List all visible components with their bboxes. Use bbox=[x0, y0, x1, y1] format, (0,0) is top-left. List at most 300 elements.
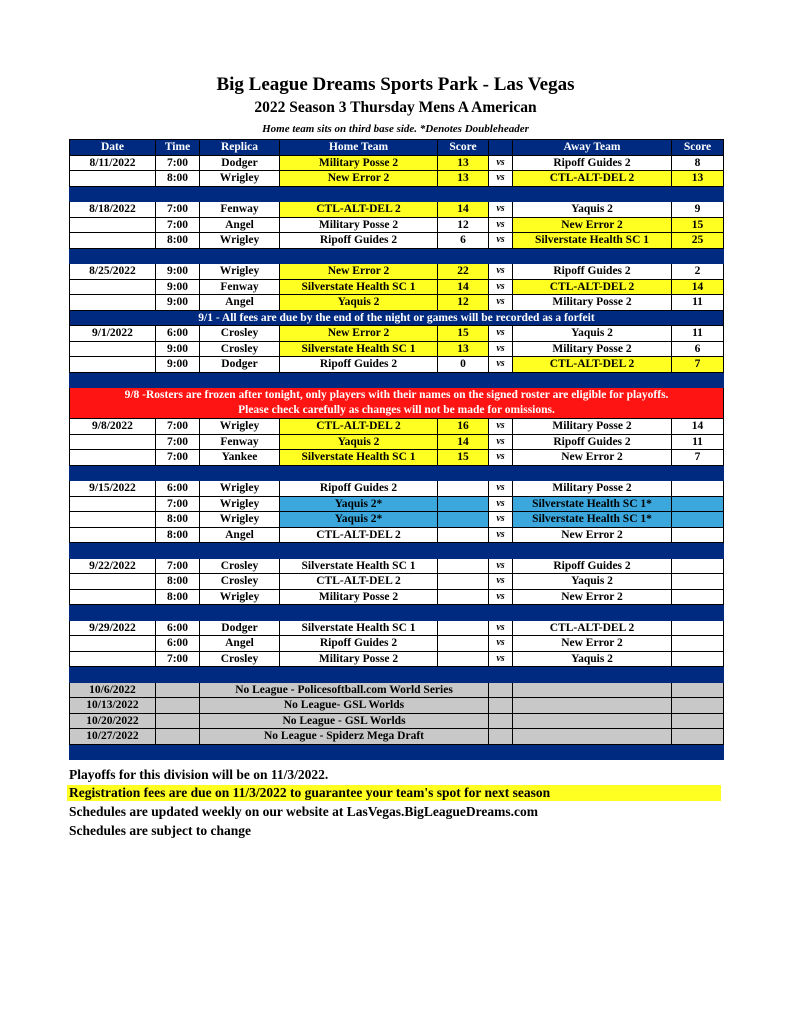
away-score-cell bbox=[672, 636, 724, 652]
away-score-cell: 14 bbox=[672, 419, 724, 435]
game-row bbox=[70, 419, 724, 435]
roster-notice bbox=[70, 388, 724, 419]
away-team-cell bbox=[513, 729, 672, 745]
separator-cell bbox=[438, 465, 489, 481]
header-away-team: Away Team bbox=[513, 140, 672, 156]
date-cell: 9/15/2022 bbox=[70, 481, 156, 497]
separator-row bbox=[70, 744, 724, 760]
date-cell: 9/8/2022 bbox=[70, 419, 156, 435]
replica-cell: Fenway bbox=[200, 279, 280, 295]
away-score-cell bbox=[672, 574, 724, 590]
time-cell: 8:00 bbox=[156, 171, 200, 187]
vs-cell: vs bbox=[489, 279, 513, 295]
vs-cell: vs bbox=[489, 326, 513, 342]
away-team-cell: CTL-ALT-DEL 2 bbox=[513, 171, 672, 187]
home-team-cell: Ripoff Guides 2 bbox=[280, 636, 438, 652]
separator-cell bbox=[280, 465, 438, 481]
game-row bbox=[70, 450, 724, 466]
away-team-cell: Yaquis 2 bbox=[513, 326, 672, 342]
date-cell bbox=[70, 589, 156, 605]
away-score-cell bbox=[672, 589, 724, 605]
time-cell: 9:00 bbox=[156, 341, 200, 357]
replica-cell: Wrigley bbox=[200, 419, 280, 435]
time-cell: 7:00 bbox=[156, 496, 200, 512]
home-score-cell bbox=[438, 636, 489, 652]
separator-cell bbox=[489, 543, 513, 559]
schedule-change-note: Schedules are subject to change bbox=[69, 823, 251, 838]
time-cell bbox=[156, 729, 200, 745]
separator-cell bbox=[70, 465, 156, 481]
vs-cell: vs bbox=[489, 295, 513, 311]
home-score-cell: 15 bbox=[438, 326, 489, 342]
date-cell bbox=[70, 357, 156, 373]
separator-cell bbox=[438, 543, 489, 559]
away-team-cell: Military Posse 2 bbox=[513, 341, 672, 357]
replica-cell: Fenway bbox=[200, 434, 280, 450]
time-cell: 7:00 bbox=[156, 155, 200, 171]
vs-cell bbox=[489, 698, 513, 714]
date-cell bbox=[70, 512, 156, 528]
home-team-cell: Military Posse 2 bbox=[280, 217, 438, 233]
replica-cell: Wrigley bbox=[200, 171, 280, 187]
home-team-cell: Military Posse 2 bbox=[280, 651, 438, 667]
home-score-cell: 14 bbox=[438, 202, 489, 218]
replica-cell: Crosley bbox=[200, 341, 280, 357]
game-row bbox=[70, 574, 724, 590]
time-cell: 7:00 bbox=[156, 558, 200, 574]
home-team-cell: New Error 2 bbox=[280, 326, 438, 342]
game-row bbox=[70, 620, 724, 636]
away-team-cell: Silverstate Health SC 1* bbox=[513, 512, 672, 528]
separator-cell bbox=[672, 248, 724, 264]
separator-cell bbox=[438, 744, 489, 760]
time-cell: 7:00 bbox=[156, 217, 200, 233]
replica-cell: Angel bbox=[200, 527, 280, 543]
time-cell: 9:00 bbox=[156, 295, 200, 311]
home-score-cell: 14 bbox=[438, 279, 489, 295]
home-team-cell: New Error 2 bbox=[280, 171, 438, 187]
header-home-team: Home Team bbox=[280, 140, 438, 156]
time-cell: 8:00 bbox=[156, 574, 200, 590]
separator-cell bbox=[489, 465, 513, 481]
home-team-cell: CTL-ALT-DEL 2 bbox=[280, 527, 438, 543]
separator-cell bbox=[156, 605, 200, 621]
no-league-row bbox=[70, 682, 724, 698]
game-row bbox=[70, 496, 724, 512]
vs-cell: vs bbox=[489, 496, 513, 512]
playoffs-note: Playoffs for this division will be on 11/3/2022. bbox=[69, 767, 329, 782]
vs-cell: vs bbox=[489, 341, 513, 357]
roster-notice-line: 9/8 -Rosters are frozen after tonight, only players with their names on the signed roster are eligible for playoffs. bbox=[124, 389, 669, 401]
away-team-cell: Military Posse 2 bbox=[513, 295, 672, 311]
separator-cell bbox=[70, 248, 156, 264]
separator-cell bbox=[200, 744, 280, 760]
separator-cell bbox=[156, 543, 200, 559]
home-score-cell bbox=[438, 527, 489, 543]
website-note: Schedules are updated weekly on our website at LasVegas.BigLeagueDreams.com bbox=[69, 804, 539, 819]
separator-cell bbox=[489, 605, 513, 621]
vs-cell bbox=[489, 713, 513, 729]
game-row bbox=[70, 155, 724, 171]
header-replica: Replica bbox=[200, 140, 280, 156]
vs-cell: vs bbox=[489, 558, 513, 574]
separator-cell bbox=[156, 186, 200, 202]
registration-note: Registration fees are due on 11/3/2022 to guarantee your team's spot for next season bbox=[67, 785, 721, 801]
separator-cell bbox=[672, 667, 724, 683]
header-vs bbox=[489, 140, 513, 156]
away-team-cell: New Error 2 bbox=[513, 589, 672, 605]
separator-cell bbox=[156, 465, 200, 481]
separator-cell bbox=[438, 667, 489, 683]
game-row bbox=[70, 341, 724, 357]
home-score-cell: 0 bbox=[438, 357, 489, 373]
replica-cell: Wrigley bbox=[200, 589, 280, 605]
date-cell bbox=[70, 651, 156, 667]
separator-cell bbox=[672, 543, 724, 559]
game-row bbox=[70, 326, 724, 342]
away-team-cell: Military Posse 2 bbox=[513, 419, 672, 435]
time-cell: 9:00 bbox=[156, 279, 200, 295]
away-team-cell: Military Posse 2 bbox=[513, 481, 672, 497]
home-score-cell: 12 bbox=[438, 217, 489, 233]
vs-cell: vs bbox=[489, 512, 513, 528]
game-row bbox=[70, 589, 724, 605]
away-score-cell bbox=[672, 527, 724, 543]
home-team-cell: Ripoff Guides 2 bbox=[280, 357, 438, 373]
away-score-cell bbox=[672, 481, 724, 497]
away-score-cell: 15 bbox=[672, 217, 724, 233]
home-team-cell: Yaquis 2 bbox=[280, 434, 438, 450]
separator-cell bbox=[513, 744, 672, 760]
date-cell: 10/20/2022 bbox=[70, 713, 156, 729]
time-cell: 7:00 bbox=[156, 202, 200, 218]
date-cell bbox=[70, 171, 156, 187]
replica-cell: Wrigley bbox=[200, 264, 280, 280]
game-row bbox=[70, 357, 724, 373]
separator-cell bbox=[200, 605, 280, 621]
time-cell: 9:00 bbox=[156, 357, 200, 373]
replica-cell: Crosley bbox=[200, 326, 280, 342]
date-cell: 8/11/2022 bbox=[70, 155, 156, 171]
separator-cell bbox=[513, 543, 672, 559]
away-team-cell: New Error 2 bbox=[513, 636, 672, 652]
date-cell: 10/27/2022 bbox=[70, 729, 156, 745]
notice-row bbox=[70, 310, 724, 326]
home-team-cell: CTL-ALT-DEL 2 bbox=[280, 419, 438, 435]
time-cell: 8:00 bbox=[156, 233, 200, 249]
home-team-cell: Silverstate Health SC 1 bbox=[280, 450, 438, 466]
separator-cell bbox=[672, 186, 724, 202]
home-score-cell: 22 bbox=[438, 264, 489, 280]
time-cell bbox=[156, 713, 200, 729]
game-row bbox=[70, 233, 724, 249]
separator-cell bbox=[280, 372, 438, 388]
date-cell bbox=[70, 279, 156, 295]
separator-row bbox=[70, 605, 724, 621]
away-score-cell: 6 bbox=[672, 341, 724, 357]
no-league-text: No League- GSL Worlds bbox=[200, 698, 489, 714]
game-row bbox=[70, 527, 724, 543]
game-row bbox=[70, 636, 724, 652]
home-team-cell: Silverstate Health SC 1 bbox=[280, 279, 438, 295]
page-title: Big League Dreams Sports Park - Las Vegas bbox=[216, 74, 575, 95]
replica-cell: Crosley bbox=[200, 651, 280, 667]
time-cell: 8:00 bbox=[156, 589, 200, 605]
separator-cell bbox=[672, 372, 724, 388]
time-cell: 8:00 bbox=[156, 512, 200, 528]
replica-cell: Wrigley bbox=[200, 496, 280, 512]
no-league-text: No League - Spiderz Mega Draft bbox=[200, 729, 489, 745]
separator-cell bbox=[70, 744, 156, 760]
separator-row bbox=[70, 186, 724, 202]
home-score-cell: 14 bbox=[438, 434, 489, 450]
game-row bbox=[70, 171, 724, 187]
separator-row bbox=[70, 372, 724, 388]
roster-notice-line: Please check carefully as changes will not be made for omissions. bbox=[238, 404, 555, 416]
vs-cell: vs bbox=[489, 527, 513, 543]
away-score-cell bbox=[672, 620, 724, 636]
date-cell bbox=[70, 295, 156, 311]
home-team-cell: Yaquis 2* bbox=[280, 496, 438, 512]
date-cell: 8/25/2022 bbox=[70, 264, 156, 280]
separator-cell bbox=[200, 186, 280, 202]
away-score-cell: 2 bbox=[672, 264, 724, 280]
header-row bbox=[70, 140, 724, 156]
away-team-cell: New Error 2 bbox=[513, 450, 672, 466]
game-row bbox=[70, 217, 724, 233]
home-score-cell: 6 bbox=[438, 233, 489, 249]
separator-cell bbox=[438, 248, 489, 264]
separator-cell bbox=[513, 465, 672, 481]
home-score-cell: 13 bbox=[438, 155, 489, 171]
away-score-cell: 11 bbox=[672, 434, 724, 450]
time-cell bbox=[156, 682, 200, 698]
separator-cell bbox=[70, 372, 156, 388]
game-row bbox=[70, 264, 724, 280]
replica-cell: Wrigley bbox=[200, 481, 280, 497]
separator-row bbox=[70, 248, 724, 264]
home-score-cell: 16 bbox=[438, 419, 489, 435]
vs-cell: vs bbox=[489, 155, 513, 171]
time-cell: 7:00 bbox=[156, 419, 200, 435]
header-away-score: Score bbox=[672, 140, 724, 156]
replica-cell: Wrigley bbox=[200, 512, 280, 528]
home-score-cell: 12 bbox=[438, 295, 489, 311]
separator-cell bbox=[672, 465, 724, 481]
vs-cell: vs bbox=[489, 481, 513, 497]
time-cell: 8:00 bbox=[156, 527, 200, 543]
date-cell bbox=[70, 434, 156, 450]
separator-cell bbox=[438, 372, 489, 388]
separator-cell bbox=[200, 543, 280, 559]
separator-cell bbox=[70, 186, 156, 202]
schedule-body bbox=[70, 140, 724, 760]
separator-cell bbox=[156, 248, 200, 264]
separator-cell bbox=[280, 543, 438, 559]
replica-cell: Yankee bbox=[200, 450, 280, 466]
away-team-cell: Ripoff Guides 2 bbox=[513, 558, 672, 574]
game-row bbox=[70, 202, 724, 218]
away-team-cell: CTL-ALT-DEL 2 bbox=[513, 620, 672, 636]
date-cell: 8/18/2022 bbox=[70, 202, 156, 218]
home-team-cell: CTL-ALT-DEL 2 bbox=[280, 574, 438, 590]
vs-cell: vs bbox=[489, 357, 513, 373]
replica-cell: Angel bbox=[200, 295, 280, 311]
vs-cell bbox=[489, 682, 513, 698]
home-team-cell: Yaquis 2* bbox=[280, 512, 438, 528]
vs-cell bbox=[489, 729, 513, 745]
game-row bbox=[70, 434, 724, 450]
away-score-cell: 11 bbox=[672, 326, 724, 342]
score-cell bbox=[672, 698, 724, 714]
vs-cell: vs bbox=[489, 589, 513, 605]
away-team-cell: New Error 2 bbox=[513, 527, 672, 543]
away-score-cell bbox=[672, 512, 724, 528]
vs-cell: vs bbox=[489, 171, 513, 187]
date-cell bbox=[70, 496, 156, 512]
score-cell bbox=[672, 729, 724, 745]
no-league-row bbox=[70, 713, 724, 729]
header-home-score: Score bbox=[438, 140, 489, 156]
no-league-row bbox=[70, 698, 724, 714]
date-cell bbox=[70, 233, 156, 249]
home-score-cell bbox=[438, 512, 489, 528]
vs-cell: vs bbox=[489, 202, 513, 218]
vs-cell: vs bbox=[489, 233, 513, 249]
header-time: Time bbox=[156, 140, 200, 156]
away-team-cell: Silverstate Health SC 1* bbox=[513, 496, 672, 512]
game-row bbox=[70, 279, 724, 295]
away-team-cell: Yaquis 2 bbox=[513, 202, 672, 218]
home-score-cell: 13 bbox=[438, 171, 489, 187]
replica-cell: Dodger bbox=[200, 620, 280, 636]
game-row bbox=[70, 651, 724, 667]
no-league-text: No League - Policesoftball.com World Series bbox=[200, 682, 489, 698]
home-team-cell: Military Posse 2 bbox=[280, 589, 438, 605]
date-cell: 9/29/2022 bbox=[70, 620, 156, 636]
home-score-cell bbox=[438, 481, 489, 497]
replica-cell: Angel bbox=[200, 217, 280, 233]
game-row bbox=[70, 558, 724, 574]
game-row bbox=[70, 481, 724, 497]
away-score-cell bbox=[672, 496, 724, 512]
separator-cell bbox=[280, 186, 438, 202]
vs-cell: vs bbox=[489, 419, 513, 435]
away-team-cell: Ripoff Guides 2 bbox=[513, 264, 672, 280]
home-score-cell bbox=[438, 620, 489, 636]
page-subtitle: 2022 Season 3 Thursday Mens A American bbox=[254, 99, 537, 116]
away-score-cell bbox=[672, 651, 724, 667]
date-cell bbox=[70, 574, 156, 590]
replica-cell: Fenway bbox=[200, 202, 280, 218]
away-score-cell: 11 bbox=[672, 295, 724, 311]
away-team-cell: Silverstate Health SC 1 bbox=[513, 233, 672, 249]
home-team-cell: CTL-ALT-DEL 2 bbox=[280, 202, 438, 218]
home-team-cell: New Error 2 bbox=[280, 264, 438, 280]
separator-cell bbox=[489, 667, 513, 683]
replica-cell: Wrigley bbox=[200, 233, 280, 249]
home-team-cell: Ripoff Guides 2 bbox=[280, 233, 438, 249]
separator-cell bbox=[280, 605, 438, 621]
away-team-cell: Ripoff Guides 2 bbox=[513, 434, 672, 450]
away-score-cell bbox=[672, 558, 724, 574]
time-cell bbox=[156, 698, 200, 714]
date-cell bbox=[70, 527, 156, 543]
vs-cell: vs bbox=[489, 620, 513, 636]
separator-cell bbox=[513, 186, 672, 202]
separator-row bbox=[70, 543, 724, 559]
vs-cell: vs bbox=[489, 450, 513, 466]
vs-cell: vs bbox=[489, 651, 513, 667]
schedule-table bbox=[69, 139, 724, 760]
separator-cell bbox=[489, 248, 513, 264]
away-score-cell: 8 bbox=[672, 155, 724, 171]
vs-cell: vs bbox=[489, 574, 513, 590]
home-team-cell: Military Posse 2 bbox=[280, 155, 438, 171]
away-team-cell: CTL-ALT-DEL 2 bbox=[513, 357, 672, 373]
replica-cell: Dodger bbox=[200, 155, 280, 171]
header-date: Date bbox=[70, 140, 156, 156]
replica-cell: Angel bbox=[200, 636, 280, 652]
separator-cell bbox=[513, 605, 672, 621]
game-row bbox=[70, 295, 724, 311]
time-cell: 7:00 bbox=[156, 651, 200, 667]
time-cell: 6:00 bbox=[156, 636, 200, 652]
replica-cell: Dodger bbox=[200, 357, 280, 373]
home-score-cell bbox=[438, 574, 489, 590]
away-team-cell bbox=[513, 698, 672, 714]
separator-cell bbox=[200, 248, 280, 264]
separator-cell bbox=[200, 465, 280, 481]
separator-cell bbox=[156, 372, 200, 388]
time-cell: 7:00 bbox=[156, 450, 200, 466]
separator-cell bbox=[280, 248, 438, 264]
home-score-cell bbox=[438, 651, 489, 667]
score-cell bbox=[672, 682, 724, 698]
replica-cell: Crosley bbox=[200, 574, 280, 590]
separator-cell bbox=[672, 744, 724, 760]
home-team-cell: Silverstate Health SC 1 bbox=[280, 620, 438, 636]
date-cell: 9/22/2022 bbox=[70, 558, 156, 574]
date-cell bbox=[70, 217, 156, 233]
date-cell bbox=[70, 636, 156, 652]
away-team-cell: CTL-ALT-DEL 2 bbox=[513, 279, 672, 295]
home-score-cell bbox=[438, 558, 489, 574]
separator-cell bbox=[280, 744, 438, 760]
home-team-cell: Ripoff Guides 2 bbox=[280, 481, 438, 497]
home-team-cell: Silverstate Health SC 1 bbox=[280, 558, 438, 574]
date-cell: 10/13/2022 bbox=[70, 698, 156, 714]
game-row bbox=[70, 512, 724, 528]
time-cell: 9:00 bbox=[156, 264, 200, 280]
date-cell: 9/1/2022 bbox=[70, 326, 156, 342]
away-score-cell: 9 bbox=[672, 202, 724, 218]
separator-cell bbox=[70, 605, 156, 621]
home-score-cell bbox=[438, 589, 489, 605]
vs-cell: vs bbox=[489, 434, 513, 450]
vs-cell: vs bbox=[489, 636, 513, 652]
date-cell: 10/6/2022 bbox=[70, 682, 156, 698]
away-team-cell: Ripoff Guides 2 bbox=[513, 155, 672, 171]
separator-cell bbox=[70, 667, 156, 683]
separator-cell bbox=[438, 186, 489, 202]
away-score-cell: 7 bbox=[672, 450, 724, 466]
time-cell: 6:00 bbox=[156, 326, 200, 342]
away-team-cell bbox=[513, 713, 672, 729]
score-cell bbox=[672, 713, 724, 729]
time-cell: 6:00 bbox=[156, 481, 200, 497]
date-cell bbox=[70, 450, 156, 466]
